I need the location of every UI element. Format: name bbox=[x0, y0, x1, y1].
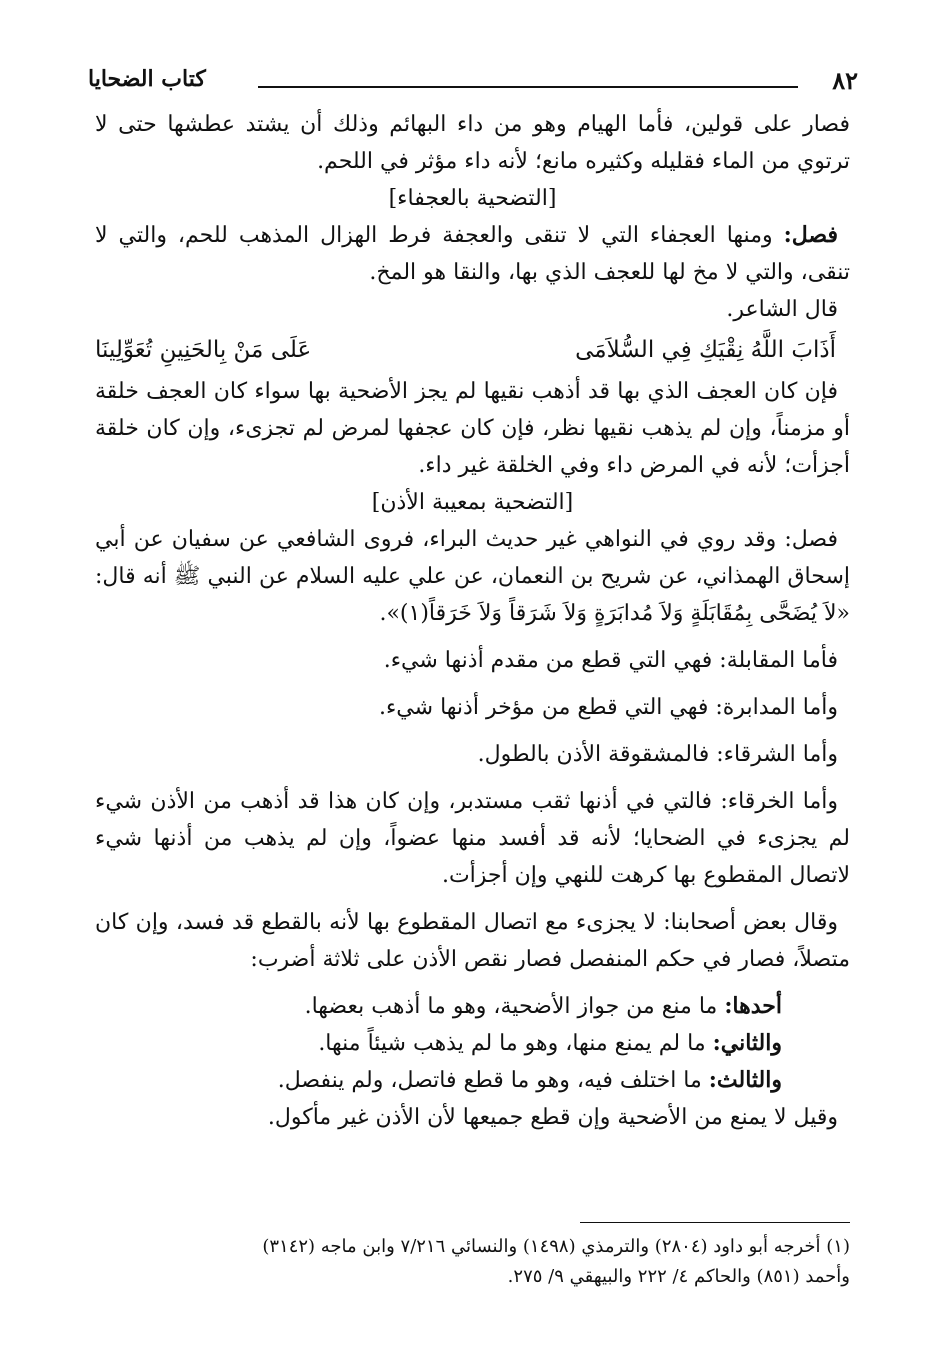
poet-intro: قال الشاعر. bbox=[726, 297, 838, 322]
verse-second-hemistich: عَلَى مَنْ بِالحَنِينِ تُعَوِّلِينَا bbox=[95, 337, 312, 363]
list-item-first bbox=[95, 988, 850, 1025]
section-heading-ajfa: [التضحية بالعجفاء] bbox=[388, 186, 557, 211]
paragraph-ajfa-text: ومنها العجفاء التي لا تنقى والعجفة فرط الهزال المذهب للحم، والتي لا تنقى، والتي لا مخ لها للعجف الذي بها، والنقا هو المخ. bbox=[95, 223, 850, 285]
paragraph-hiyam: فصار على قولين، فأما الهيام وهو من داء البهائم وذلك أن يشتد عطشها حتى لا ترتوي من الماء فقليله وكثيره مانع؛ لأنه داء مؤثر في اللحم. bbox=[95, 112, 850, 174]
spacer bbox=[95, 773, 850, 783]
definition-sharqa: وأما الشرقاء: فالمشقوقة الأذن بالطول. bbox=[477, 742, 838, 767]
list-item-label: والثالث: bbox=[708, 1067, 782, 1093]
spacer bbox=[95, 726, 850, 736]
list-item-text: ما منع من جواز الأضحية، وهو ما أذهب بعضها. bbox=[304, 994, 718, 1019]
paragraph-hadith: فصل: وقد روي في النواهي غير حديث البراء، فروى الشافعي عن سفيان عن أبي إسحاق الهمذاني، عن شريح بن النعمان، عن علي عليه السلام عن النبي ﷺ أنه قال: «لاَ يُضَحَّى بِمُقَابَلَةٍ وَلاَ مُدابَرَةٍ وَلاَ شَرَقاً وَلاَ خَرَقاً(١)». bbox=[95, 527, 850, 626]
paragraph-ajaf-ruling: فإن كان العجف الذي بها قد أذهب نقيها لم يجز الأضحية بها سواء كان العجف خلقة أو مزمناً، وإن لم يذهب نقيها نظر، فإن كان عجفها لمرض لم تجزىء، وإن كان خلقة أجزأت؛ لأنه في المرض داء وفي الخلقة غير داء. bbox=[95, 379, 850, 478]
definition-muqabala: فأما المقابلة: فهي التي قطع من مقدم أذنها شيء. bbox=[383, 648, 838, 673]
list-item-text: ما لم يمنع منها، وهو ما لم يذهب شيئاً منها. bbox=[318, 1031, 706, 1056]
page-body bbox=[95, 106, 850, 1136]
list-item-label: والثاني: bbox=[712, 1030, 782, 1056]
poem-verse bbox=[95, 332, 850, 369]
definition-kharqa: وأما الخرقاء: فالتي في أذنها ثقب مستدبر، وإن كان هذا قد أذهب من الأذن شيء لم يجزىء في الضحايا؛ لأنه قد أفسد منها عضواً، وإن لم يذهب من أذنها شيء لاتصال المقطوع بها كرهت للنهي وإن أجزأت. bbox=[95, 789, 850, 888]
spacer bbox=[95, 679, 850, 689]
section-heading-ear: [التضحية بمعيبة الأذن] bbox=[371, 490, 574, 515]
footnote-line: وأحمد (٨٥١) والحاكم ٤/ ٢٢٢ والبيهقي ٩/ ٢٧٥. bbox=[507, 1266, 850, 1287]
list-item-label: أحدها: bbox=[724, 993, 782, 1019]
paragraph-ajfa bbox=[95, 217, 850, 291]
spacer bbox=[95, 632, 850, 642]
header-rule bbox=[258, 86, 798, 88]
footnote-rule bbox=[580, 1222, 850, 1223]
spacer bbox=[95, 978, 850, 988]
definition-mudabara: وأما المدابرة: فهي التي قطع من مؤخر أذنها شيء. bbox=[378, 695, 838, 720]
footnote-line: (١) أخرجه أبو داود (٢٨٠٤) والترمذي (١٤٩٨) والنسائي ٧/٢١٦ وابن ماجه (٣١٤٢) bbox=[262, 1236, 850, 1257]
fasl-label: فصل: bbox=[783, 222, 838, 248]
list-item-text: ما اختلف فيه، وهو ما قطع فاتصل، ولم ينفصل. bbox=[277, 1068, 702, 1093]
footnotes bbox=[95, 1232, 850, 1292]
page-header bbox=[88, 66, 858, 100]
list-item-second bbox=[95, 1025, 850, 1062]
paragraph-ashab-view: وقال بعض أصحابنا: لا يجزىء مع اتصال المقطوع بها لأنه بالقطع قد فسد، وإن كان متصلاً، فصار في حكم المنفصل فصار نقص الأذن على ثلاثة أضرب: bbox=[95, 910, 850, 972]
list-item-third bbox=[95, 1062, 850, 1099]
spacer bbox=[95, 894, 850, 904]
page-number: ٨٢ bbox=[832, 66, 858, 95]
book-title: كتاب الضحايا bbox=[88, 66, 206, 92]
verse-first-hemistich: أَذَابَ اللَّهُ نِقْيَكِ فِي السُّلاَمَى bbox=[575, 337, 836, 363]
paragraph-closing: وقيل لا يمنع من الأضحية وإن قطع جميعها لأن الأذن غير مأكول. bbox=[267, 1105, 838, 1130]
